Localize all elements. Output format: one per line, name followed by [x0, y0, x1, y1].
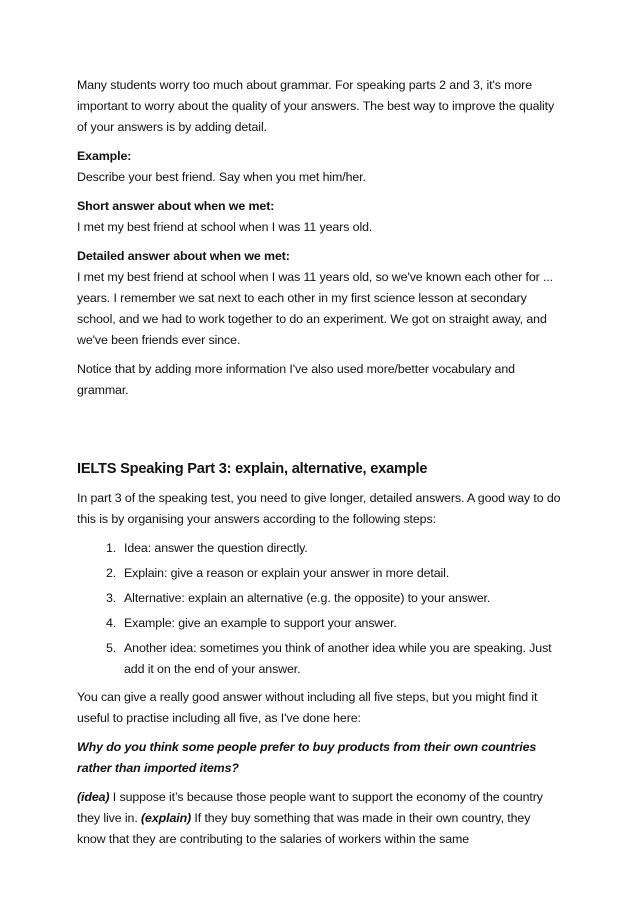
step-number: 1. — [106, 541, 117, 555]
detailed-answer-heading: Detailed answer about when we met: — [77, 249, 290, 263]
section-spacer — [77, 409, 562, 458]
step-text: Another idea: sometimes you think of another idea while you are speaking. Just add it on the end of your answer. — [124, 641, 552, 676]
steps-list — [77, 538, 562, 680]
example-text: Describe your best friend. Say when you met him/her. — [77, 170, 366, 184]
example-block — [77, 146, 562, 188]
notice-paragraph: Notice that by adding more information I've also used more/better vocabulary and grammar. — [77, 362, 515, 397]
short-answer-heading: Short answer about when we met: — [77, 199, 275, 213]
step-number: 3. — [106, 591, 117, 605]
part3-intro: In part 3 of the speaking test, you need to give longer, detailed answers. A good way to do this is by organising your answers according to the following steps: — [77, 491, 561, 526]
idea-tag: (idea) — [77, 790, 110, 804]
explain-text: If they buy something that was made in their own country, they know that they are contributing to the salaries of workers within the same — [77, 811, 531, 846]
short-answer-text: I met my best friend at school when I was 11 years old. — [77, 220, 373, 234]
list-item — [77, 613, 562, 634]
list-item — [77, 563, 562, 584]
step-number: 5. — [106, 641, 117, 655]
answer-paragraph — [77, 787, 562, 850]
question-paragraph: Why do you think some people prefer to buy products from their own countries rather than imported items? — [77, 740, 537, 775]
step-text: Idea: answer the question directly. — [124, 541, 308, 555]
detailed-answer-text: I met my best friend at school when I was 11 years old, so we've known each other for ... years. I remember we sat next to each other in my first science lesson at secondary school, and we had to work together to do an experiment. We got on straight away, and we've been friends ever since. — [77, 270, 554, 347]
example-heading: Example: — [77, 149, 132, 163]
step-number: 2. — [106, 566, 117, 580]
document-content — [77, 75, 562, 858]
list-item — [77, 588, 562, 609]
list-item — [77, 538, 562, 559]
section-title: IELTS Speaking Part 3: explain, alternative, example — [77, 461, 428, 477]
short-answer-block — [77, 196, 562, 238]
list-item — [77, 638, 562, 680]
explain-tag: (explain) — [141, 811, 192, 825]
step-text: Alternative: explain an alternative (e.g. the opposite) to your answer. — [124, 591, 491, 605]
detailed-answer-block — [77, 246, 562, 351]
step-number: 4. — [106, 616, 117, 630]
after-steps-paragraph: You can give a really good answer without including all five steps, but you might find it useful to practise including all five, as I've done here: — [77, 690, 538, 725]
intro-paragraph: Many students worry too much about grammar. For speaking parts 2 and 3, it's more important to worry about the quality of your answers. The best way to improve the quality of your answers is by adding detail. — [77, 78, 555, 134]
step-text: Explain: give a reason or explain your answer in more detail. — [124, 566, 450, 580]
step-text: Example: give an example to support your answer. — [124, 616, 397, 630]
idea-text: I suppose it’s because those people want to support the economy of the country they live in. — [77, 790, 543, 825]
